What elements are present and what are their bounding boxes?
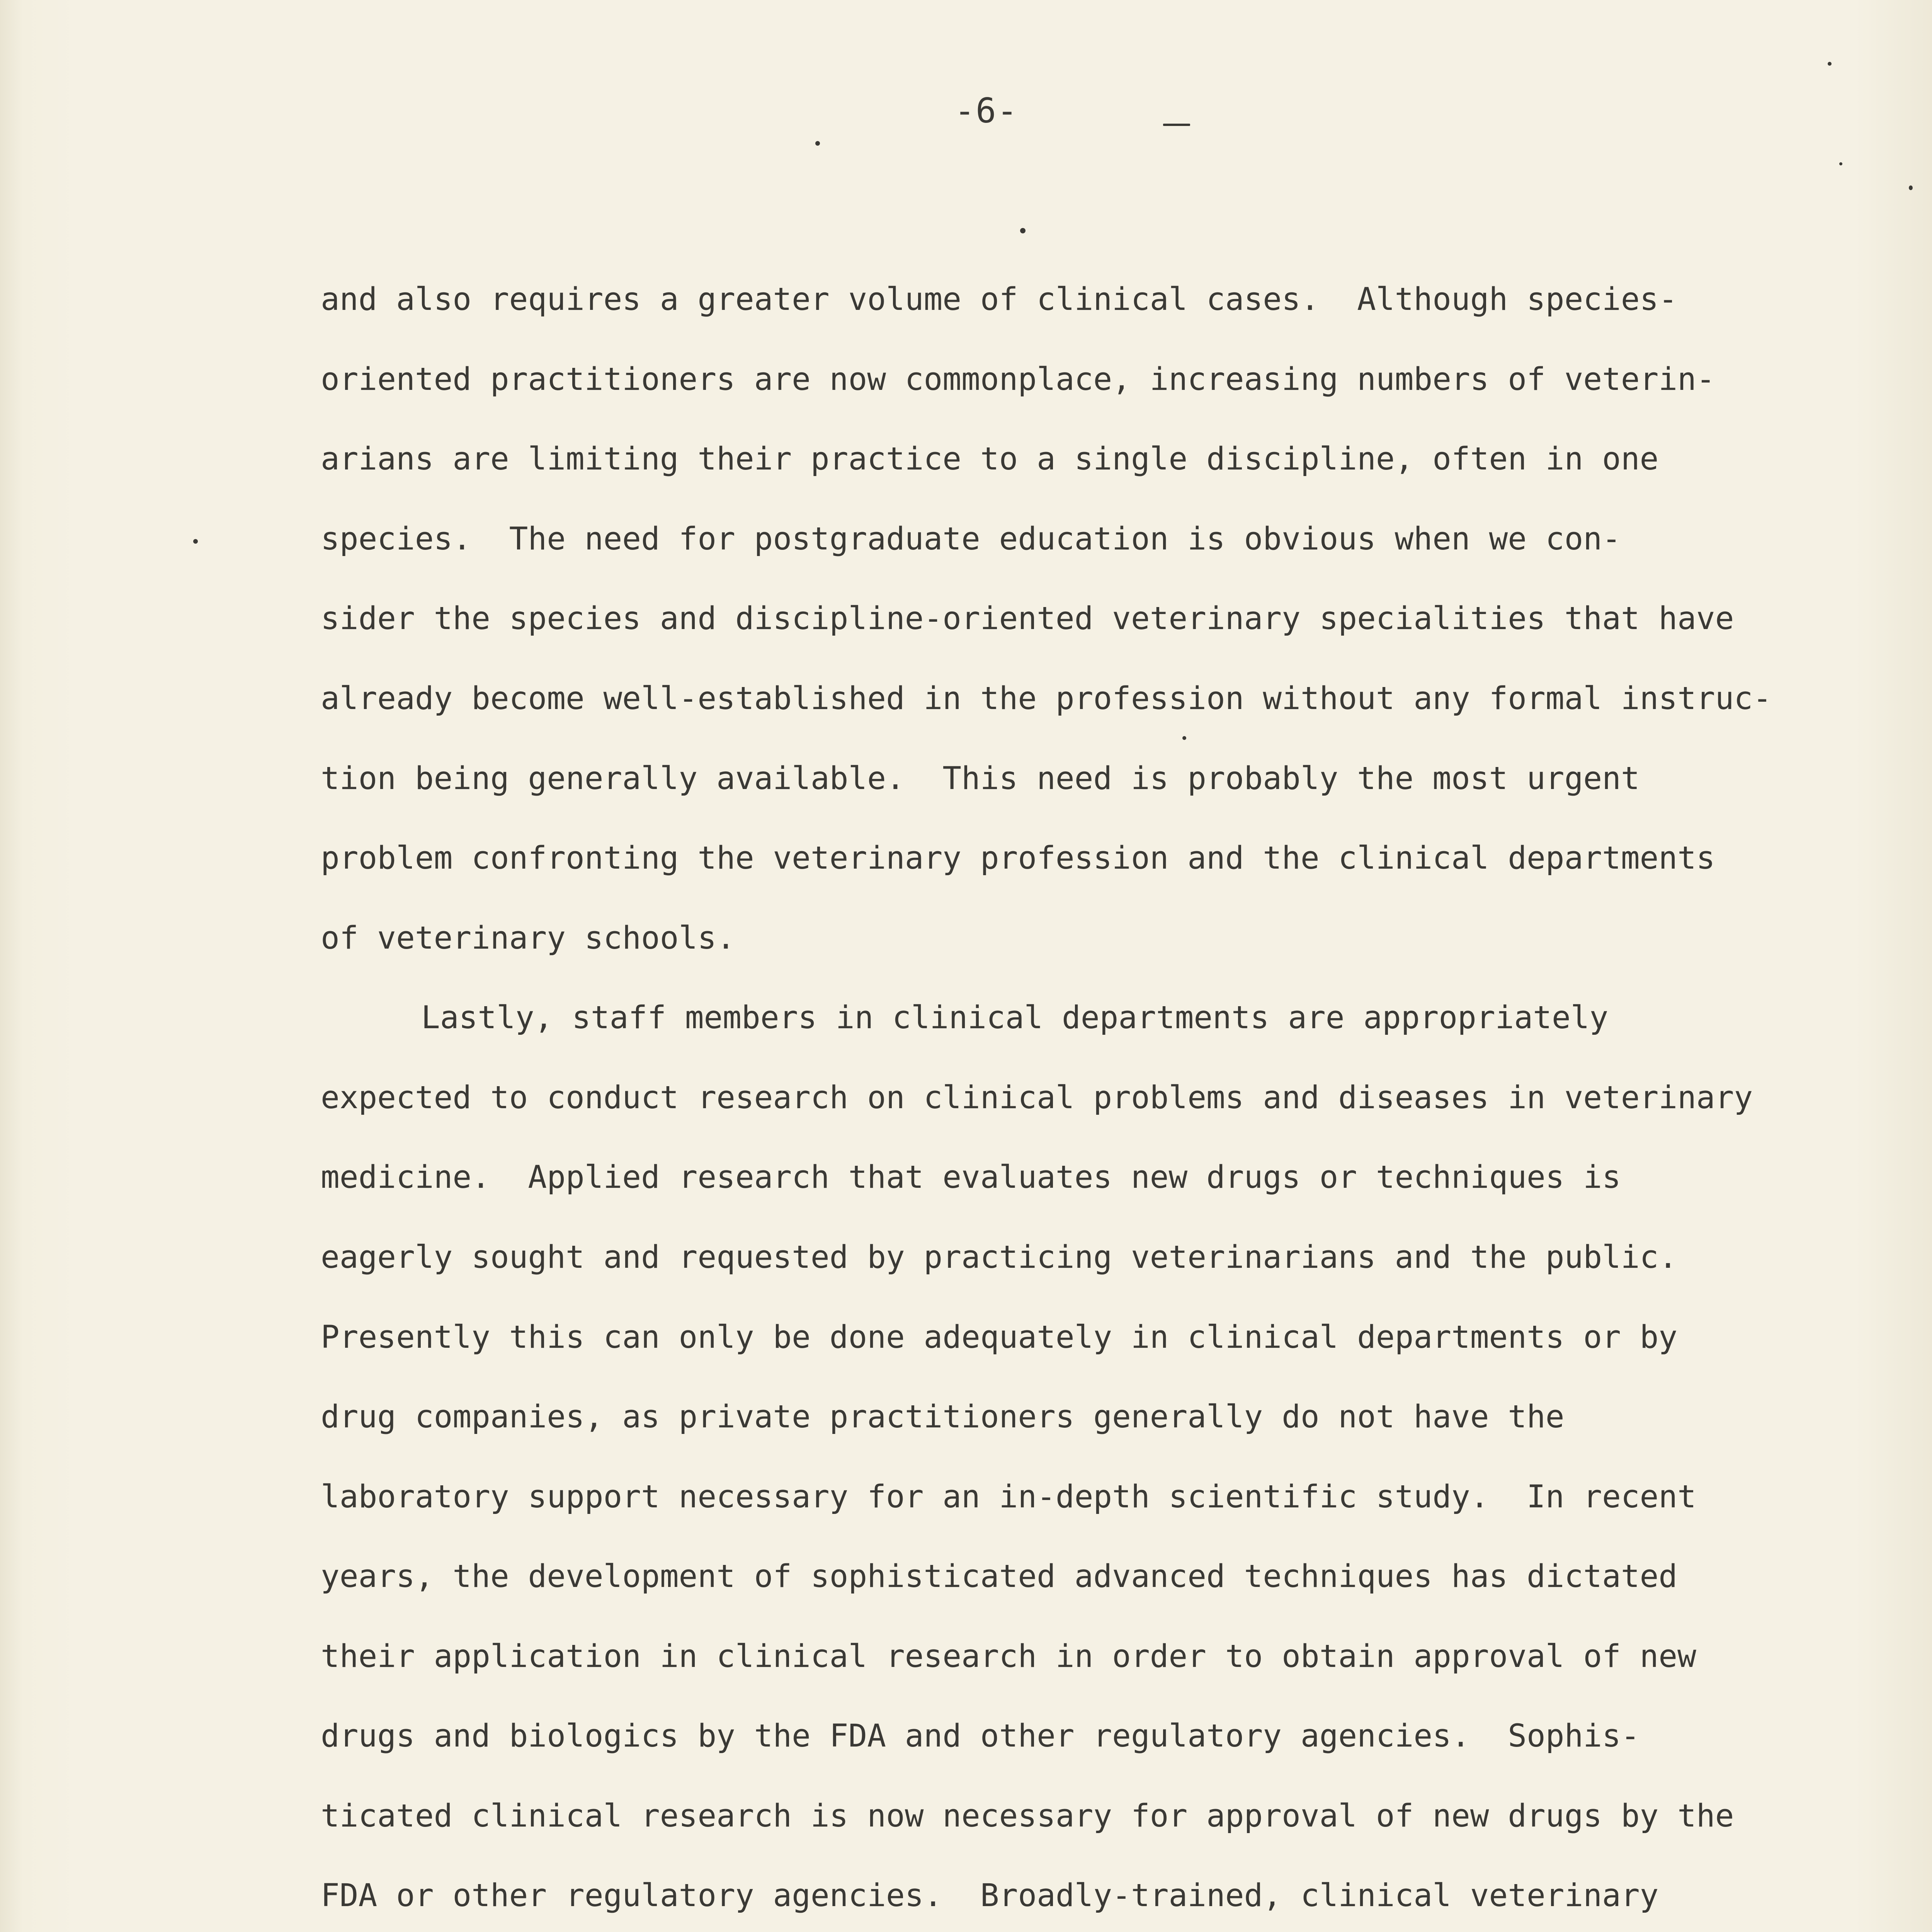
text-line: tion being generally available. This need is probably the most urgent — [321, 760, 1640, 797]
text-line: their application in clinical research in order to obtain approval of new — [321, 1638, 1696, 1675]
text-line: FDA or other regulatory agencies. Broadly-trained, clinical veterinary — [321, 1878, 1659, 1914]
page-number: -6- — [954, 91, 1018, 131]
text-line: sider the species and discipline-oriented veterinary specialities that have — [321, 600, 1734, 637]
text-line: medicine. Applied research that evaluates new drugs or techniques is — [321, 1159, 1621, 1196]
scan-speck — [1182, 736, 1186, 740]
text-line: expected to conduct research on clinical problems and diseases in veterinary — [321, 1080, 1753, 1116]
text-line: arians are limiting their practice to a single discipline, often in one — [321, 441, 1659, 477]
text-line: species. The need for postgraduate education is obvious when we con- — [321, 521, 1621, 557]
text-line: already become well-established in the profession without any formal instruc- — [321, 680, 1772, 717]
text-line: Presently this can only be done adequately in clinical departments or by — [321, 1319, 1678, 1355]
text-line: drug companies, as private practitioners generally do not have the — [321, 1399, 1565, 1435]
text-line: years, the development of sophisticated advanced techniques has dictated — [321, 1558, 1678, 1595]
scan-speck — [1828, 62, 1832, 66]
scan-speck — [1163, 124, 1190, 126]
text-line: of veterinary schools. — [321, 920, 735, 956]
text-line: and also requires a greater volume of clinical cases. Although species- — [321, 281, 1678, 318]
scan-speck — [1839, 162, 1842, 165]
text-line: problem confronting the veterinary profession and the clinical departments — [321, 840, 1715, 876]
scan-speck — [1020, 228, 1026, 233]
scan-speck — [1909, 185, 1913, 190]
text-line: Lastly, staff members in clinical departments are appropriately — [421, 1000, 1609, 1036]
text-line: oriented practitioners are now commonplace, increasing numbers of veterin- — [321, 361, 1715, 398]
text-line: drugs and biologics by the FDA and other regulatory agencies. Sophis- — [321, 1718, 1640, 1754]
scan-speck — [193, 539, 198, 544]
text-line: laboratory support necessary for an in-depth scientific study. In recent — [321, 1479, 1696, 1515]
text-line: ticated clinical research is now necessary for approval of new drugs by the — [321, 1798, 1734, 1834]
text-line: eagerly sought and requested by practicing veterinarians and the public. — [321, 1239, 1678, 1276]
scan-speck — [815, 141, 820, 146]
